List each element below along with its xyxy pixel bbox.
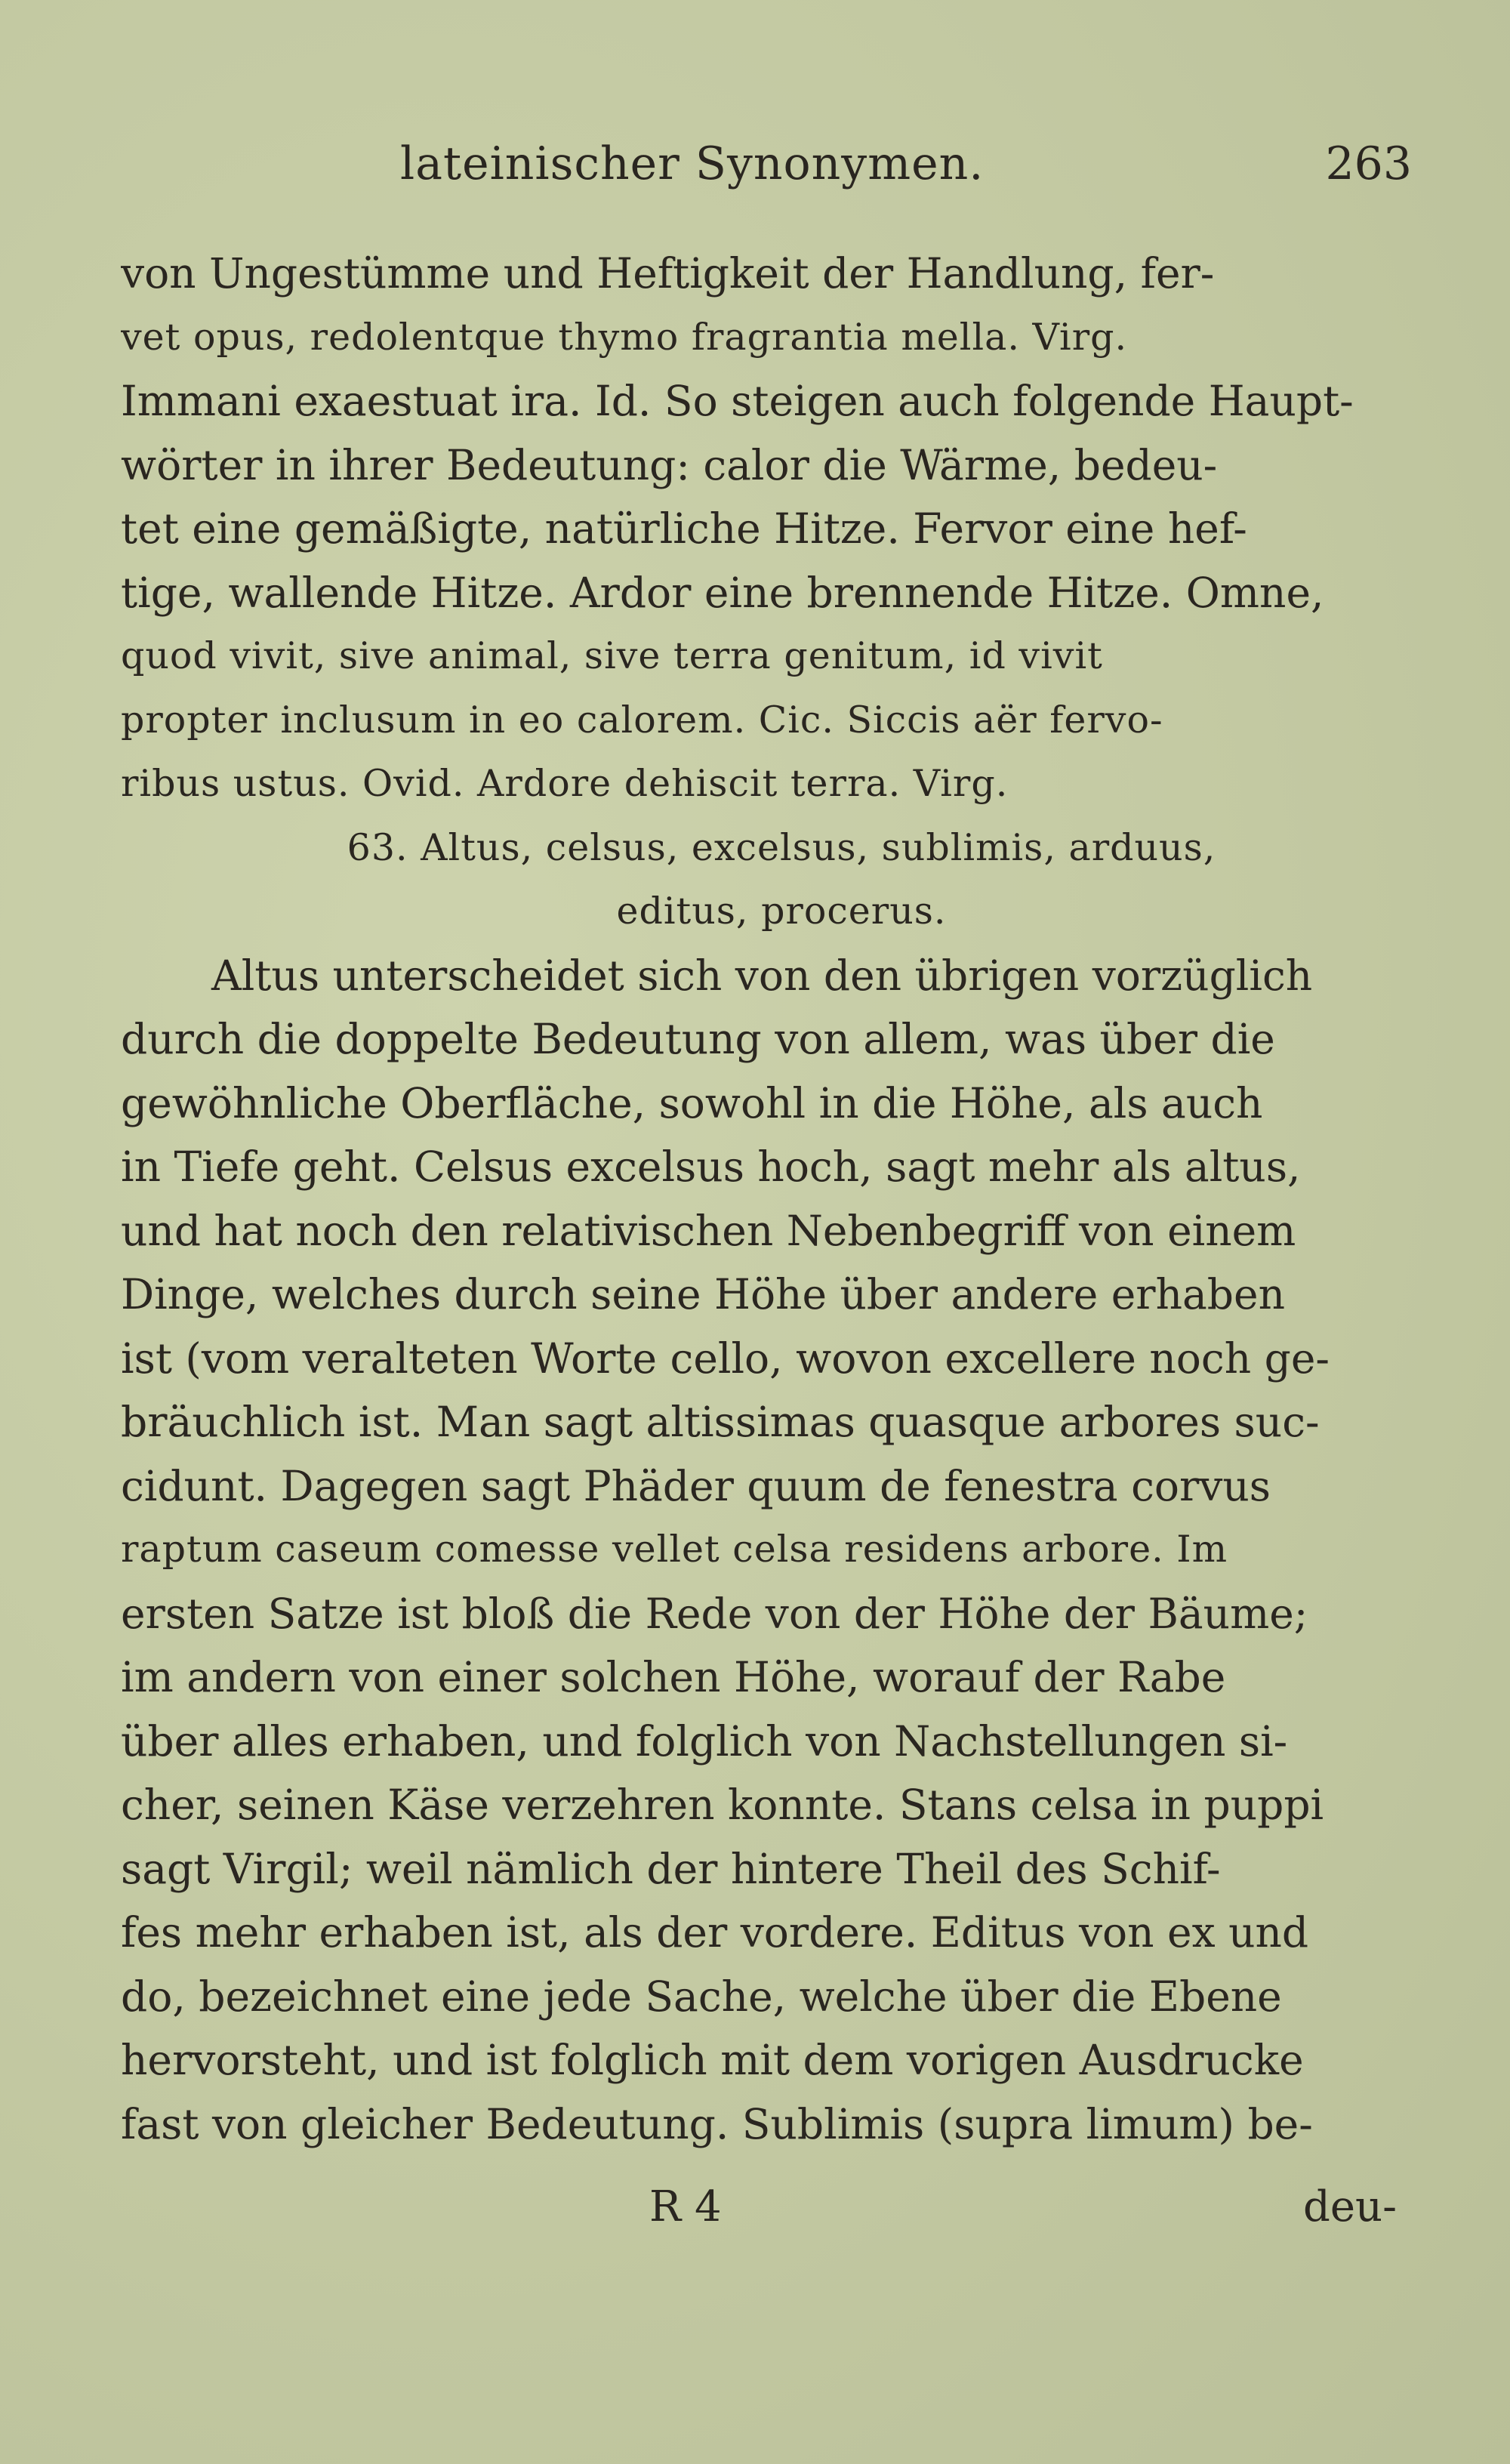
section-heading: 63. Altus, celsus, excelsus, sublimis, arduus,	[347, 825, 1216, 869]
text-line: im andern von einer solchen Höhe, worauf der Rabe	[121, 1653, 1226, 1701]
signature-mark: R 4	[649, 2182, 722, 2231]
catchword: deu-	[1303, 2182, 1397, 2231]
body-text	[121, 242, 1442, 2156]
text-line: ribus ustus. Ovid. Ardore dehiscit terra. Virg.	[121, 762, 1009, 805]
text-line: cidunt. Dagegen sagt Phäder quum de fenestra corvus	[121, 1461, 1271, 1510]
text-line: hervorsteht, und ist folglich mit dem vorigen Ausdrucke	[121, 2036, 1304, 2084]
text-line: vet opus, redolentque thymo fragrantia mella. Virg.	[121, 315, 1128, 359]
text-line: cher, seinen Käse verzehren konnte. Stans celsa in puppi	[121, 1781, 1324, 1829]
text-line: in Tiefe geht. Celsus excelsus hoch, sagt mehr als altus,	[121, 1143, 1301, 1191]
running-title: lateinischer Synonymen.	[400, 137, 985, 190]
text-line: do, bezeichnet eine jede Sache, welche über die Ebene	[121, 1972, 1282, 2021]
text-line: sagt Virgil; weil nämlich der hintere Theil des Schif-	[121, 1844, 1221, 1893]
text-line: ersten Satze ist bloß die Rede von der Höhe der Bäume;	[121, 1589, 1308, 1638]
page-header	[128, 128, 1442, 211]
page-footer	[121, 2182, 1419, 2258]
text-line: Immani exaestuat ira. Id. So steigen auch folgende Haupt-	[121, 377, 1354, 425]
text-line: und hat noch den relativischen Nebenbegriff von einem	[121, 1206, 1296, 1255]
text-line: bräuchlich ist. Man sagt altissimas quasque arbores suc-	[121, 1398, 1320, 1446]
text-line: propter inclusum in eo calorem. Cic. Siccis aër fervo-	[121, 698, 1163, 742]
text-line: durch die doppelte Bedeutung von allem, was über die	[121, 1015, 1275, 1063]
page-number: 263	[1325, 137, 1412, 190]
text-line: fast von gleicher Bedeutung. Sublimis (supra limum) be-	[121, 2099, 1313, 2148]
text-line: fes mehr erhaben ist, als der vordere. Editus von ex und	[121, 1908, 1309, 1957]
text-line: tet eine gemäßigte, natürliche Hitze. Fervor eine hef-	[121, 504, 1247, 553]
section-heading-continuation: editus, procerus.	[616, 890, 947, 933]
text-line: ist (vom veralteten Worte cello, wovon excellere noch ge-	[121, 1334, 1330, 1383]
text-line: Dinge, welches durch seine Höhe über andere erhaben	[121, 1270, 1285, 1318]
text-line: quod vivit, sive animal, sive terra genitum, id vivit	[121, 634, 1103, 677]
text-line: gewöhnliche Oberfläche, sowohl in die Höhe, als auch	[121, 1078, 1263, 1127]
text-line: Altus unterscheidet sich von den übrigen vorzüglich	[211, 951, 1313, 1000]
text-line: über alles erhaben, und folglich von Nachstellungen si-	[121, 1716, 1288, 1766]
text-line: wörter in ihrer Bedeutung: calor die Wärme, bedeu-	[121, 440, 1218, 489]
text-line: von Ungestümme und Heftigkeit der Handlung, fer-	[121, 249, 1215, 298]
text-line: raptum caseum comesse vellet celsa residens arbore. Im	[121, 1528, 1228, 1571]
text-line: tige, wallende Hitze. Ardor eine brennende Hitze. Omne,	[121, 568, 1324, 617]
